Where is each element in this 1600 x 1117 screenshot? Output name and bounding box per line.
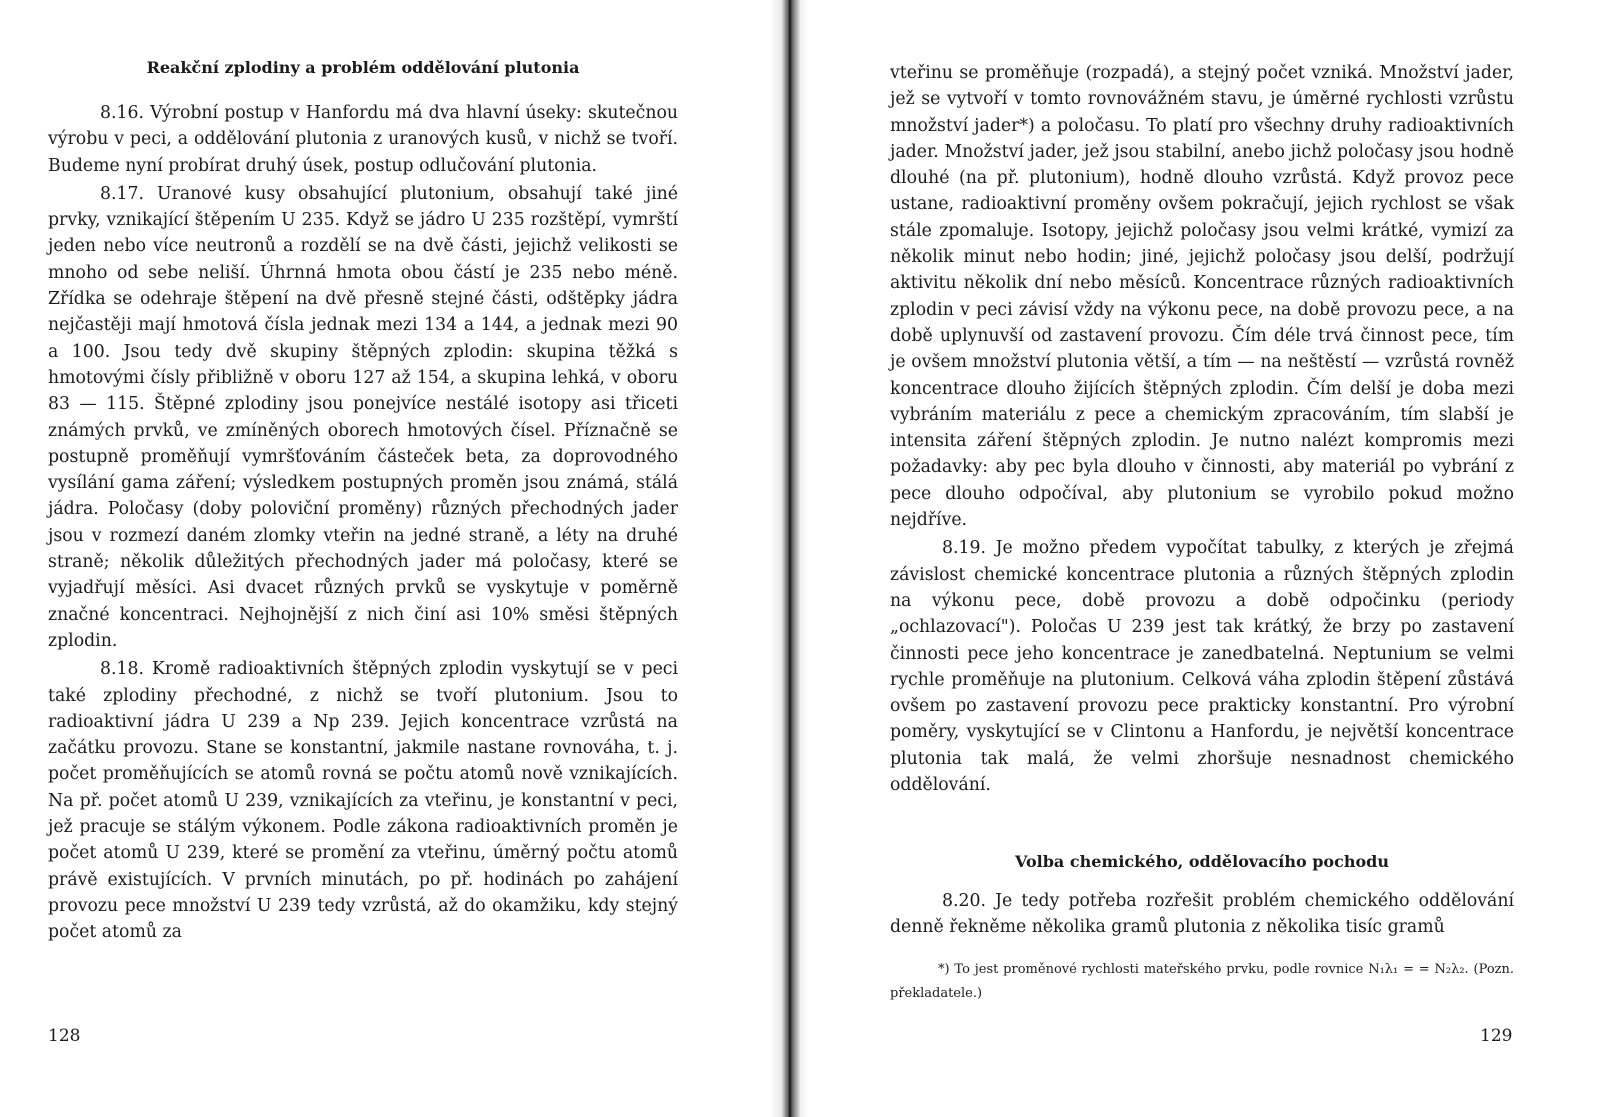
paragraph-continuation: vteřinu se proměňuje (rozpadá), a stejný počet vzniká. Množství jader, jež se vytvoří v tomto rovnovážném stavu, je úměrné rychlosti vzrůstu množství jader*) a poločasu. To platí pro všechny druhy radioaktivních jader. Množství jader, jež jsou stabilní, anebo jichž poločasy jsou hodně dlouhé (na př. plutonium), hodně dlouho vzrůstá. Když provoz pece ustane, radioaktivní proměny ovšem pokračují, jejich rychlost se však stále zpomaluje. Isotopy, jejichž poločasy jsou velmi krátké, vymizí za několik minut nebo hodin; jiné, jejichž poločasy jsou delší, podržují aktivitu několik dní nebo měsíců. Koncentrace různých radioaktivních zplodin v peci závisí vždy na výkonu pece, na době provozu pece, a na době uplynuvší od zastavení provozu. Čím déle trvá činnost pece, tím je ovšem množství plutonia větší, a tím — na neštěstí — vzrůstá rovněž koncentrace dlouho žijících štěpných zplodin. Čím delší je doba mezi vybráním materiálu z pece a chemickým zpracováním, tím slabší je intensita záření štěpných zplodin. Je nutno nalézt kompromis mezi požadavky: aby pec byla dlouho v činnosti, aby materiál po vybrání z pece dlouho odpočíval, aby plutonium se vyrobilo pokud možno nejdříve. bbox=[890, 63, 1514, 531]
left-page bbox=[0, 0, 780, 1117]
right-page bbox=[800, 0, 1600, 1117]
paragraph-8-16: 8.16. Výrobní postup v Hanfordu má dva hlavní úseky: skutečnou výrobu v peci, a oddělování plutonia z uranových kusů, v nichž se tvoří. Budeme nyní probírat druhý úsek, postup odlučování plutonia. bbox=[48, 103, 678, 176]
paragraph-8-19: 8.19. Je možno předem vypočítat tabulky, z kterých je zřejmá závislost chemické koncentrace plutonia a různých štěpných zplodin na výkonu pece, době provozu a době odpočinku (periody „ochlazovací"). Poločas U 239 jest tak krátký, že brzy po zastavení činnosti pece jeho koncentrace je zanedbatelná. Neptunium se velmi rychle proměňuje na plutonium. Celková váha zplodin štěpení zůstává ovšem po zastavení provozu pece prakticky konstantní. Pro výrobní poměry, vyskytující se v Clintonu a Hanfordu, je největší koncentrace plutonia tak malá, že velmi zhoršuje nesnadnost chemického oddělování. bbox=[890, 538, 1514, 796]
paragraph-8-17: 8.17. Uranové kusy obsahující plutonium, obsahují také jiné prvky, vznikající štěpením U 235. Když se jádro U 235 rozštěpí, vymrští jeden nebo více neutronů a rozdělí se na dvě části, jejichž velikosti se mnoho od sebe neliší. Úhrnná hmota obou částí je 235 nebo méně. Zřídka se odehraje štěpení na dvě přesně stejné části, odštěpky jádra nejčastěji mají hmotová čísla jednak mezi 134 a 144, a jednak mezi 90 a 100. Jsou tedy dvě skupiny štěpných zplodin: skupina těžká s hmotovými čísly přibližně v oboru 127 až 154, a skupina lehká, v oboru 83 — 115. Štěpné zplodiny jsou ponejvíce nestálé isotopy asi třiceti známých prvků, ve zmíněných oborech hmotových čísel. Příznačně se postupně proměňují vymršťováním částeček beta, za doprovodného vysílání gama záření; výsledkem postupných proměn jsou známá, stálá jádra. Poločasy (doby poloviční proměny) různých přechodných jader jsou v rozmezí daném zlomky vteřin na jedné straně, a léty na druhé straně; několik důležitých přechodných jader má poločasy, které se vyjadřují měsíci. Asi dvacet různých prvků se vyskytuje v poměrně značné koncentraci. Nejhojnější z nich činí asi 10% směsi štěpných zplodin. bbox=[48, 183, 678, 651]
footnote: *) To jest proměnové rychlosti mateřského prvku, podle rovnice N₁λ₁ = = N₂λ₂. (Pozn. překladatele.) bbox=[890, 962, 1514, 1001]
section-heading: Volba chemického, oddělovacího pochodu bbox=[1015, 852, 1389, 871]
left-page-body bbox=[48, 100, 678, 946]
right-page-body-2 bbox=[890, 888, 1514, 941]
section-heading: Reakční zplodiny a problém oddělování plutonia bbox=[146, 58, 580, 77]
page-number: 129 bbox=[1480, 1026, 1513, 1046]
page-number: 128 bbox=[48, 1026, 81, 1046]
paragraph-8-20: 8.20. Je tedy potřeba rozřešit problém chemického oddělování denně řekněme několika gramů plutonia z několika tisíc gramů bbox=[890, 891, 1514, 938]
paragraph-8-18: 8.18. Kromě radioaktivních štěpných zplodin vyskytují se v peci také zplodiny přechodné, z nichž se tvoří plutonium. Jsou to radioaktivní jádra U 239 a Np 239. Jejich koncentrace vzrůstá na začátku provozu. Stane se konstantní, jakmile nastane rovnováha, t. j. počet proměňujících se atomů rovná se počtu atomů nově vznikajících. Na př. počet atomů U 239, vznikajících za vteřinu, je konstantní v peci, jež pracuje se stálým výkonem. Podle zákona radioaktivních proměn je počet atomů U 239, které se promění za vteřinu, úměrný počtu atomů právě existujících. V prvních minutách, po př. hodinách po zahájení provozu pece množství U 239 tedy vzrůstá, až do okamžiku, kdy stejný počet atomů za bbox=[48, 659, 678, 943]
right-page-body bbox=[890, 60, 1514, 798]
